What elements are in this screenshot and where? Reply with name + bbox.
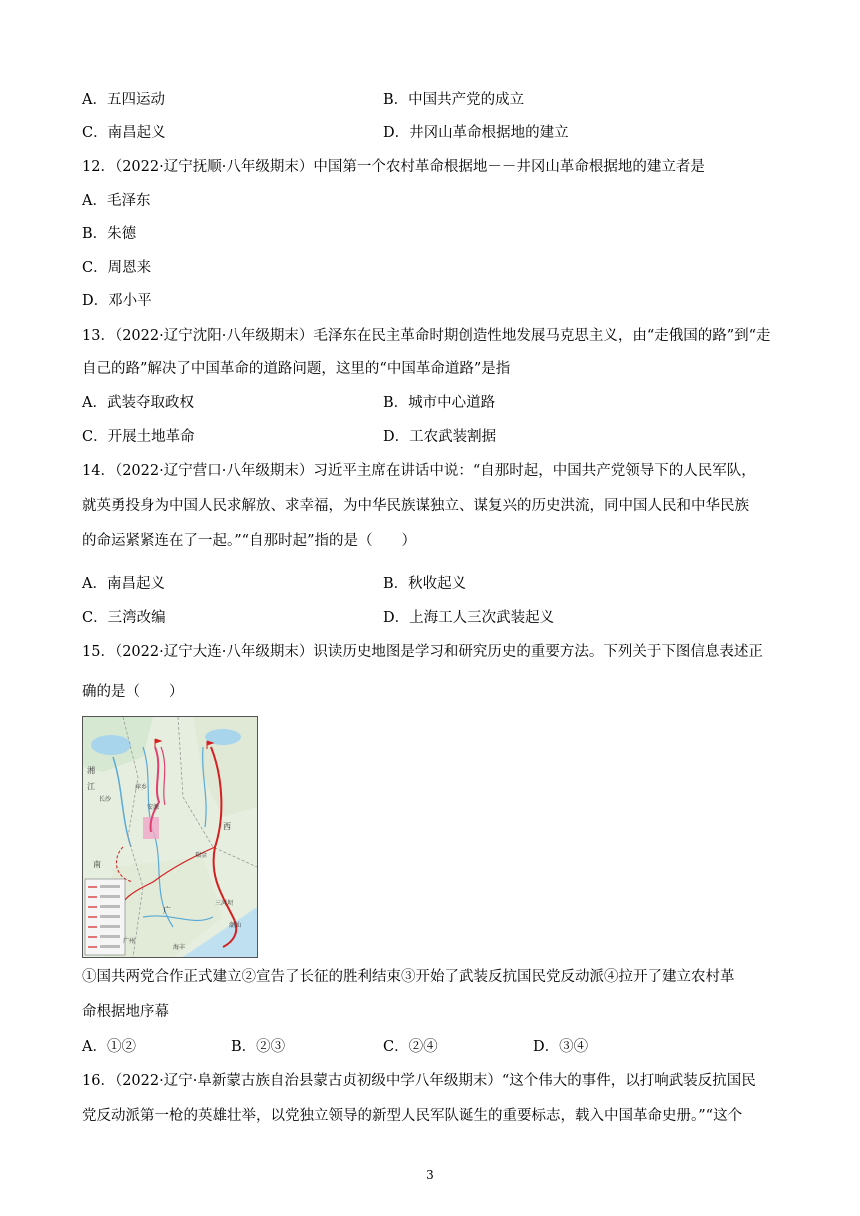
q13-option-a: A．武装夺取政权 xyxy=(82,395,194,411)
q16-stem-line1: 16．（2022·辽宁·阜新蒙古族自治县蒙古贞初级中学八年级期末）“这个伟大的事件，以打响武装反抗国民 xyxy=(82,1073,756,1089)
map-svg xyxy=(83,717,257,957)
map-label: 潮汕 xyxy=(229,922,242,929)
q16-stem-line2: 党反动派第一枪的英雄壮举，以党独立领导的新型人民军队诞生的重要标志，载入中国革命史册。”“这个 xyxy=(82,1108,743,1124)
q15-statements-line1: ①国共两党合作正式建立②宣告了长征的胜利结束③开始了武装反抗国民党反动派④拉开了建立农村革 xyxy=(82,969,735,985)
q15-option-a: A．①② xyxy=(82,1039,136,1055)
q12-option-a: A．毛泽东 xyxy=(82,193,151,209)
q12-option-b: B．朱德 xyxy=(82,226,137,242)
map-label: 安源 xyxy=(147,804,160,811)
lake-shape xyxy=(91,735,131,755)
map-label: 南 xyxy=(93,860,101,869)
historical-map xyxy=(82,716,258,958)
q14-option-a: A．南昌起义 xyxy=(82,576,165,592)
q11-option-c: C．南昌起义 xyxy=(82,125,166,141)
q13-option-c: C．开展土地革命 xyxy=(82,429,195,445)
q15-statements-line2: 命根据地序幕 xyxy=(82,1004,169,1020)
map-label: 西 xyxy=(223,822,231,831)
q11-option-d: D．井冈山革命根据地的建立 xyxy=(383,125,569,141)
q11-option-b: B．中国共产党的成立 xyxy=(383,92,525,108)
q12-option-c: C．周恩来 xyxy=(82,260,152,276)
q14-stem-line1: 14．（2022·辽宁营口·八年级期末）习近平主席在讲话中说：“自那时起，中国共产党领导下的人民军队， xyxy=(82,463,756,479)
q15-option-b: B．②③ xyxy=(231,1039,286,1055)
map-label: 广州 xyxy=(123,938,136,945)
q13-option-d: D．工农武装割据 xyxy=(383,429,497,445)
q13-option-b: B．城市中心道路 xyxy=(383,395,496,411)
q15-option-d: D．③④ xyxy=(533,1039,589,1055)
q14-option-c: C．三湾改编 xyxy=(82,610,166,626)
map-label: 三河坝 xyxy=(215,900,234,907)
q12-stem: 12．（2022·辽宁抚顺·八年级期末）中国第一个农村革命根据地－－井冈山革命根据地的建立者是 xyxy=(82,159,705,175)
map-label: 江 xyxy=(87,782,95,791)
q14-stem-line3: 的命运紧紧连在了一起。”“自那时起”指的是（ ） xyxy=(82,533,416,549)
q15-stem-line2: 确的是（ ） xyxy=(82,684,184,700)
map-label: 长沙 xyxy=(99,796,112,803)
page-number: 3 xyxy=(426,1168,434,1182)
q12-option-d: D．邓小平 xyxy=(82,293,152,309)
q14-option-b: B．秋收起义 xyxy=(383,576,467,592)
q14-option-d: D．上海工人三次武装起义 xyxy=(383,610,555,626)
map-label: 瑞金 xyxy=(195,852,208,859)
q14-stem-line2: 就英勇投身为中国人民求解放、求幸福，为中华民族谋独立、谋复兴的历史洪流，同中国人民和中华民族 xyxy=(82,498,749,514)
map-label: 海丰 xyxy=(173,944,186,951)
map-label: 萍乡 xyxy=(135,784,148,791)
q15-stem-line1: 15．（2022·辽宁大连·八年级期末）识读历史地图是学习和研究历史的重要方法。下列关于下图信息表述正 xyxy=(82,644,763,660)
map-label: 湘 xyxy=(87,766,95,775)
q13-stem-line1: 13．（2022·辽宁沈阳·八年级期末）毛泽东在民主革命时期创造性地发展马克思主义，由“走俄国的路”到“走 xyxy=(82,328,771,344)
map-label: 广 xyxy=(163,906,171,915)
q13-stem-line2: 自己的路”解决了中国革命的道路问题，这里的“中国革命道路”是指 xyxy=(82,361,511,377)
q11-option-a: A．五四运动 xyxy=(82,92,165,108)
q15-option-c: C．②④ xyxy=(383,1039,438,1055)
